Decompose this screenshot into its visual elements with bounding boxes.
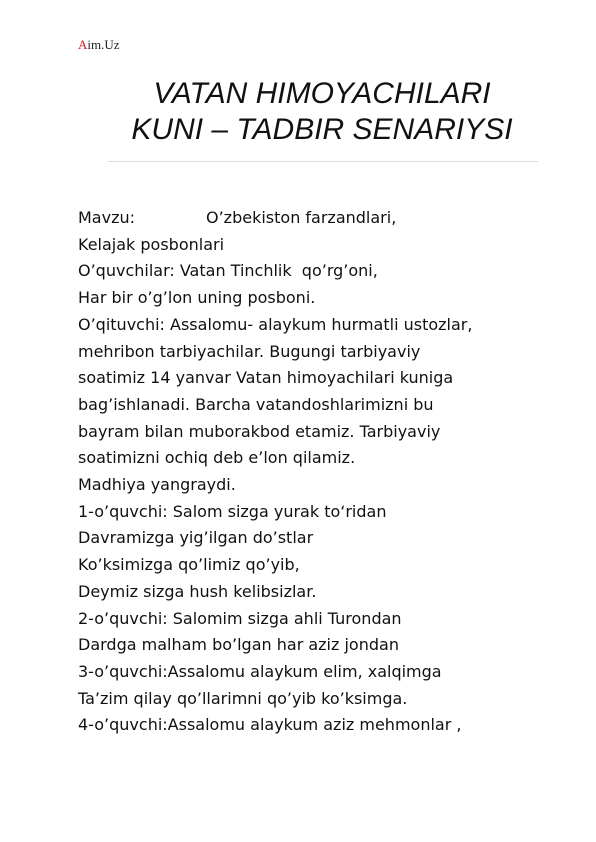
document-title (96, 76, 548, 148)
text-line: O’quvchilar: Vatan Tinchlik qo’rg’oni, (78, 261, 378, 281)
text-line: mehribon tarbiyachilar. Bugungi tarbiyaviy (78, 341, 421, 361)
text-line: Ta’zim qilay qo’llarimni qo’yib ko’ksimga. (78, 688, 408, 708)
text-line: bayram bilan muborakbod etamiz. Tarbiyaviy (78, 421, 441, 441)
text-line: Kelajak posbonlari (78, 234, 225, 254)
text-line: Deymiz sizga hush kelibsizlar. (78, 581, 317, 601)
text-line: Davramizga yig’ilgan do’stlar (78, 528, 314, 548)
document-body (78, 205, 538, 739)
text-line: 4-o’quvchi:Assalomu alaykum aziz mehmonlar , (78, 715, 462, 735)
text-line: O’qituvchi: Assalomu- alaykum hurmatli ustozlar, (78, 314, 473, 334)
text-line: 2-o’quvchi: Salomim sizga ahli Turondan (78, 608, 402, 628)
logo-text: im.Uz (87, 37, 120, 52)
logo-initial: A (78, 37, 88, 52)
text-line: Dardga malham bo’lgan har aziz jondan (78, 635, 399, 655)
site-logo (78, 37, 120, 53)
text-line: 3-o’quvchi:Assalomu alaykum elim, xalqimga (78, 661, 442, 681)
text-line: bag’ishlanadi. Barcha vatandoshlarimizni bu (78, 394, 434, 414)
text-line: soatimiz 14 yanvar Vatan himoyachilari kuniga (78, 368, 454, 388)
text-line: soatimizni ochiq deb e’lon qilamiz. (78, 448, 356, 468)
title-divider (108, 161, 538, 162)
text-line: Madhiya yangraydi. (78, 475, 236, 495)
text-line: 1-o’quvchi: Salom sizga yurak to‘ridan (78, 501, 387, 521)
text-line: Har bir o’g’lon uning posboni. (78, 288, 316, 308)
topic-label: Mavzu: (78, 208, 136, 227)
topic-value: O’zbekiston farzandlari, (206, 208, 397, 227)
topic-line (78, 205, 538, 232)
text-line: Ko’ksimizga qo’limiz qo’yib, (78, 555, 300, 575)
title-line-1: VATAN HIMOYACHILARI (153, 77, 491, 110)
title-line-2: KUNI – TADBIR SENARIYSI (131, 113, 513, 146)
